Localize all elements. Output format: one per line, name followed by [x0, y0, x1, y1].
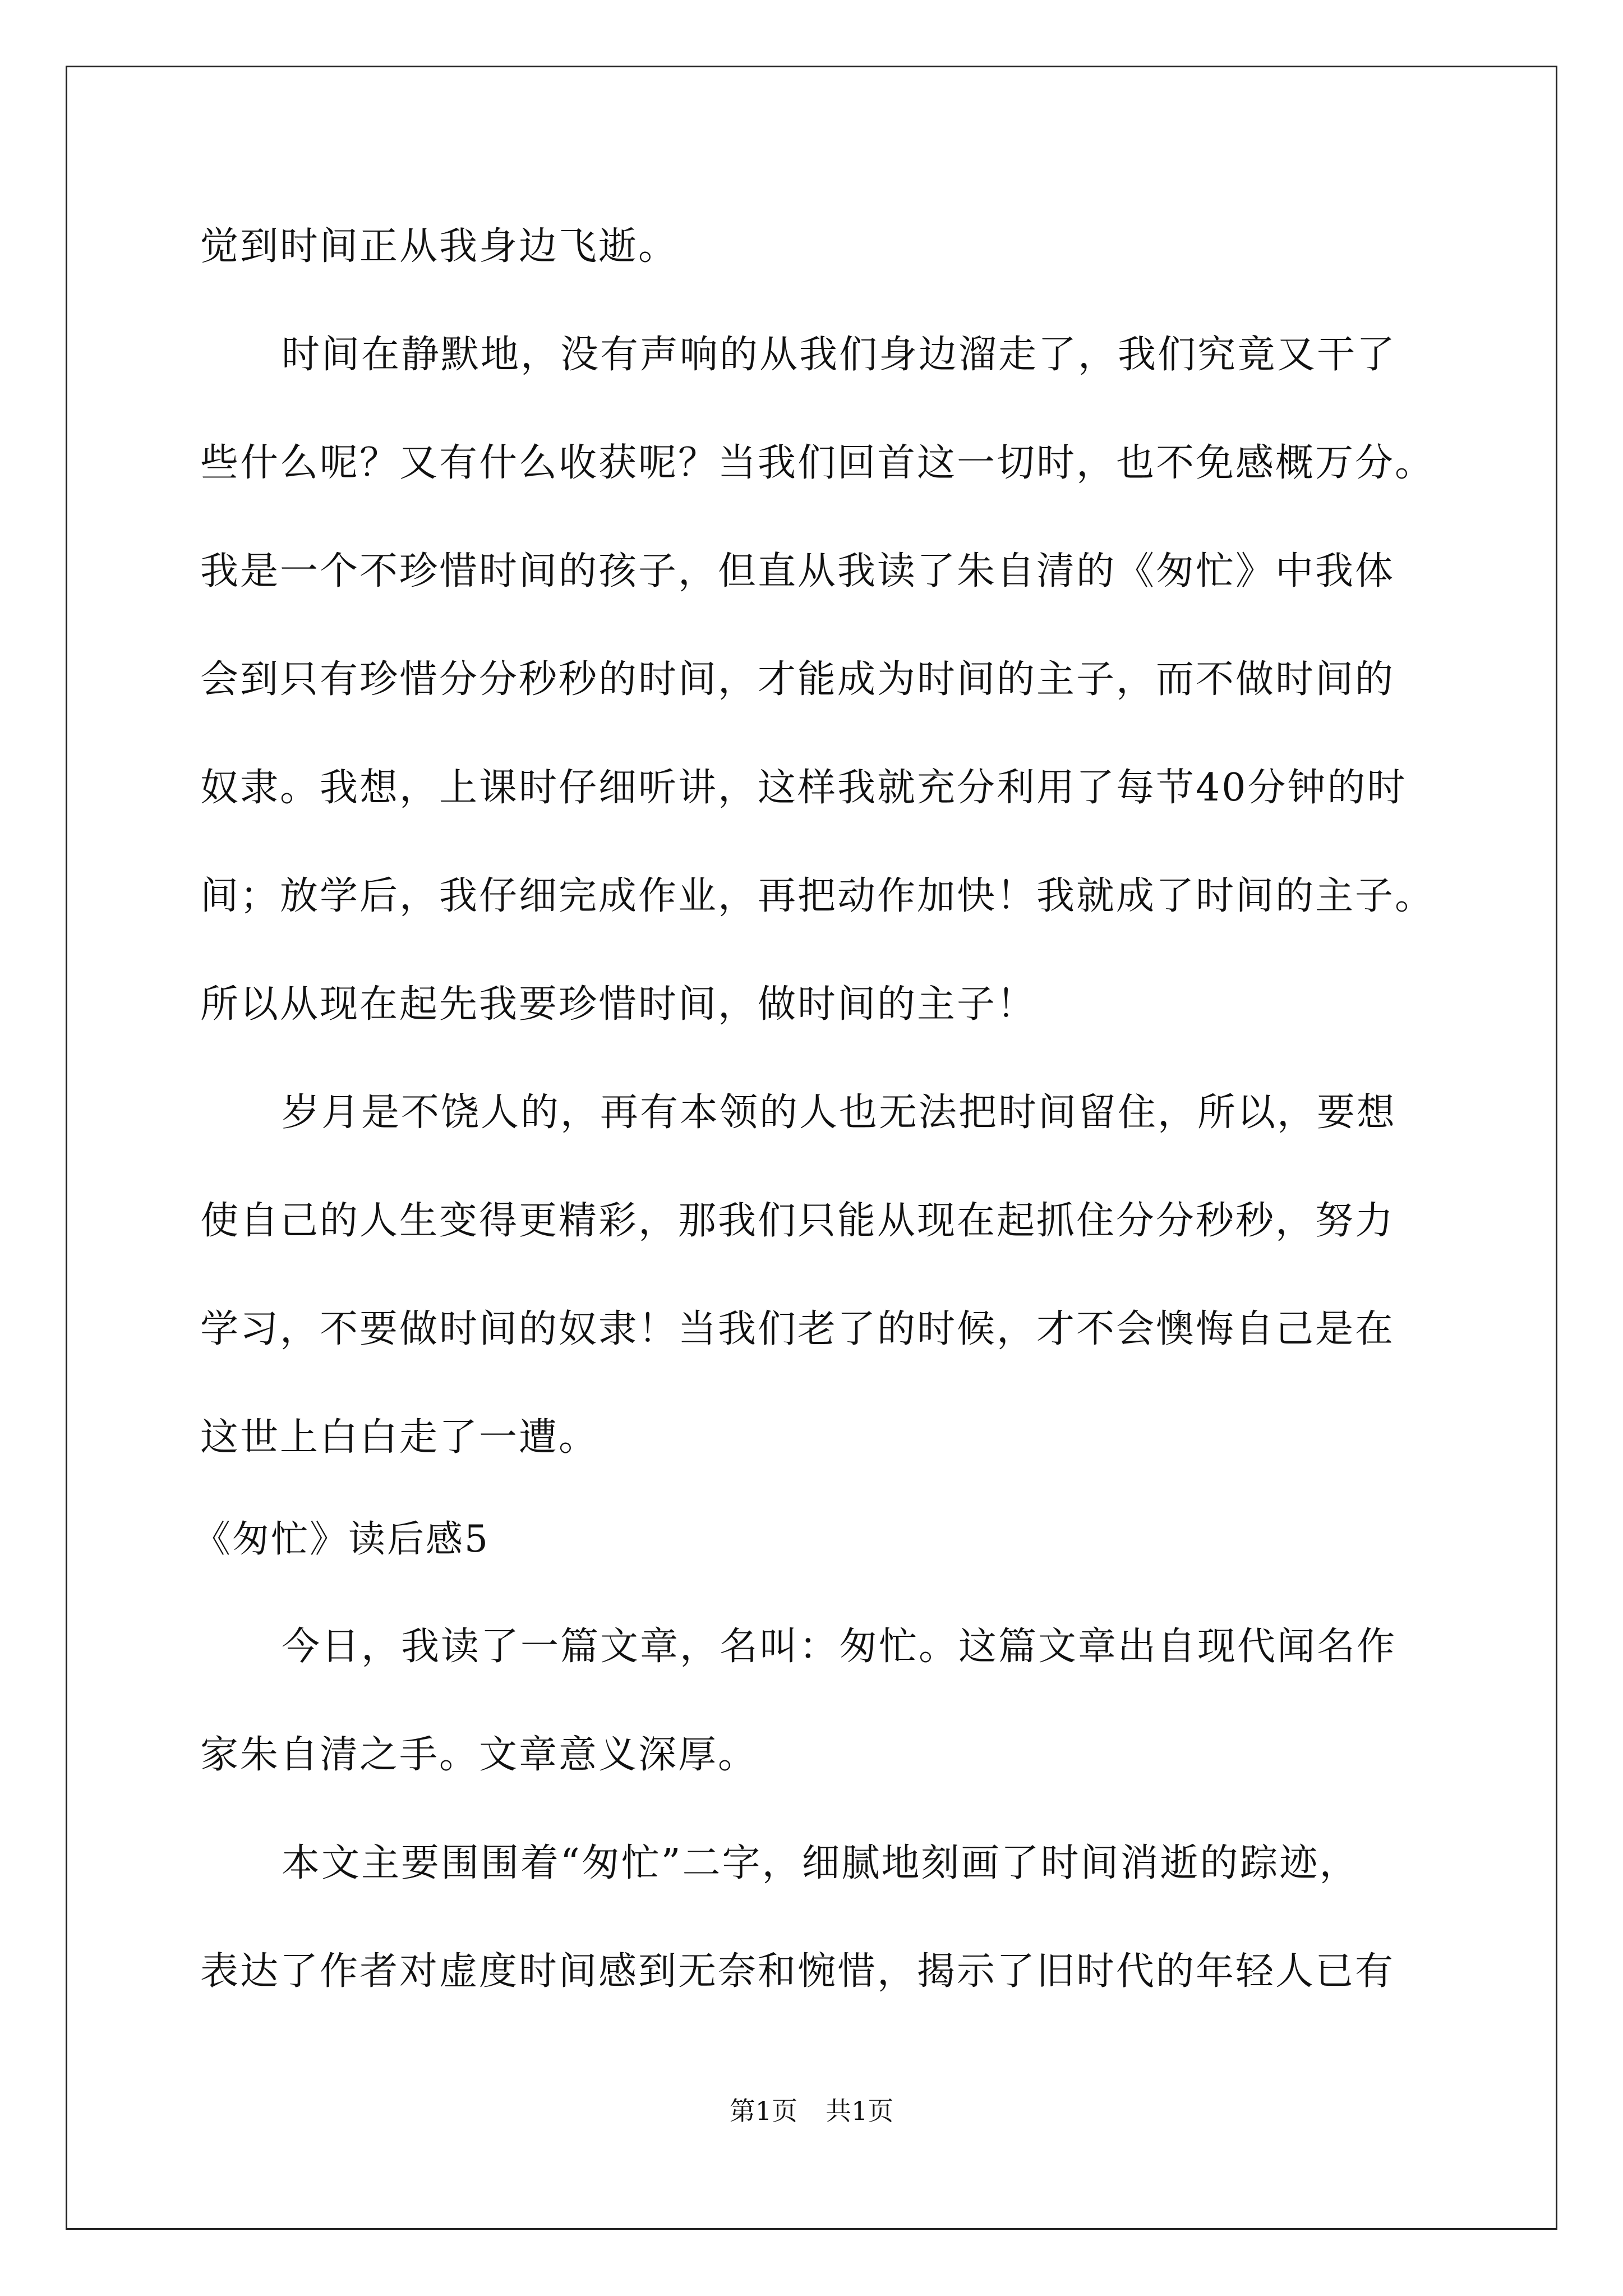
page-total: 共1页: [826, 2096, 894, 2126]
section-heading: 《匆忙》读后感5: [193, 1517, 490, 1561]
text-line: 会到只有珍惜分分秒秒的时间，才能成为时间的主子，而不做时间的: [200, 657, 1395, 702]
text-line: 些什么呢？又有什么收获呢？当我们回首这一切时，也不免感概万分。: [200, 441, 1435, 485]
paragraph-start-line: 今日，我读了一篇文章，名叫：匆忙。这篇文章出自现代闻名作: [282, 1625, 1397, 1669]
paragraph-start-line: 时间在静默地，没有声响的从我们身边溜走了，我们究竟又干了: [282, 333, 1397, 377]
page-footer: [0, 2095, 1623, 2127]
text-line: 学习，不要做时间的奴隶！当我们老了的时候，才不会懊悔自己是在: [200, 1307, 1395, 1351]
text-line: 间；放学后，我仔细完成作业，再把动作加快！我就成了时间的主子。: [200, 874, 1435, 918]
text-line: 使自己的人生变得更精彩，那我们只能从现在起抓住分分秒秒，努力: [200, 1199, 1395, 1243]
text-line: 表达了作者对虚度时间感到无奈和惋惜，揭示了旧时代的年轻人已有: [200, 1949, 1395, 1994]
paragraph-start-line: 岁月是不饶人的，再有本领的人也无法把时间留住，所以，要想: [282, 1091, 1397, 1135]
text-line: 觉到时间正从我身边飞逝。: [200, 224, 679, 269]
text-line: 我是一个不珍惜时间的孩子，但直从我读了朱自清的《匆忙》中我体: [200, 549, 1395, 593]
text-line: 奴隶。我想，上课时仔细听讲，这样我就充分利用了每节40分钟的时: [200, 766, 1407, 810]
page-border: [66, 66, 1557, 2230]
text-line: 家朱自清之手。文章意义深厚。: [200, 1733, 758, 1777]
page-number: 第1页: [729, 2096, 797, 2126]
text-line: 这世上白白走了一遭。: [200, 1415, 599, 1460]
text-line: 所以从现在起先我要珍惜时间，做时间的主子！: [200, 982, 1037, 1027]
paragraph-start-line: 本文主要围围着“匆忙”二字，细腻地刻画了时间消逝的踪迹，: [282, 1841, 1359, 1885]
